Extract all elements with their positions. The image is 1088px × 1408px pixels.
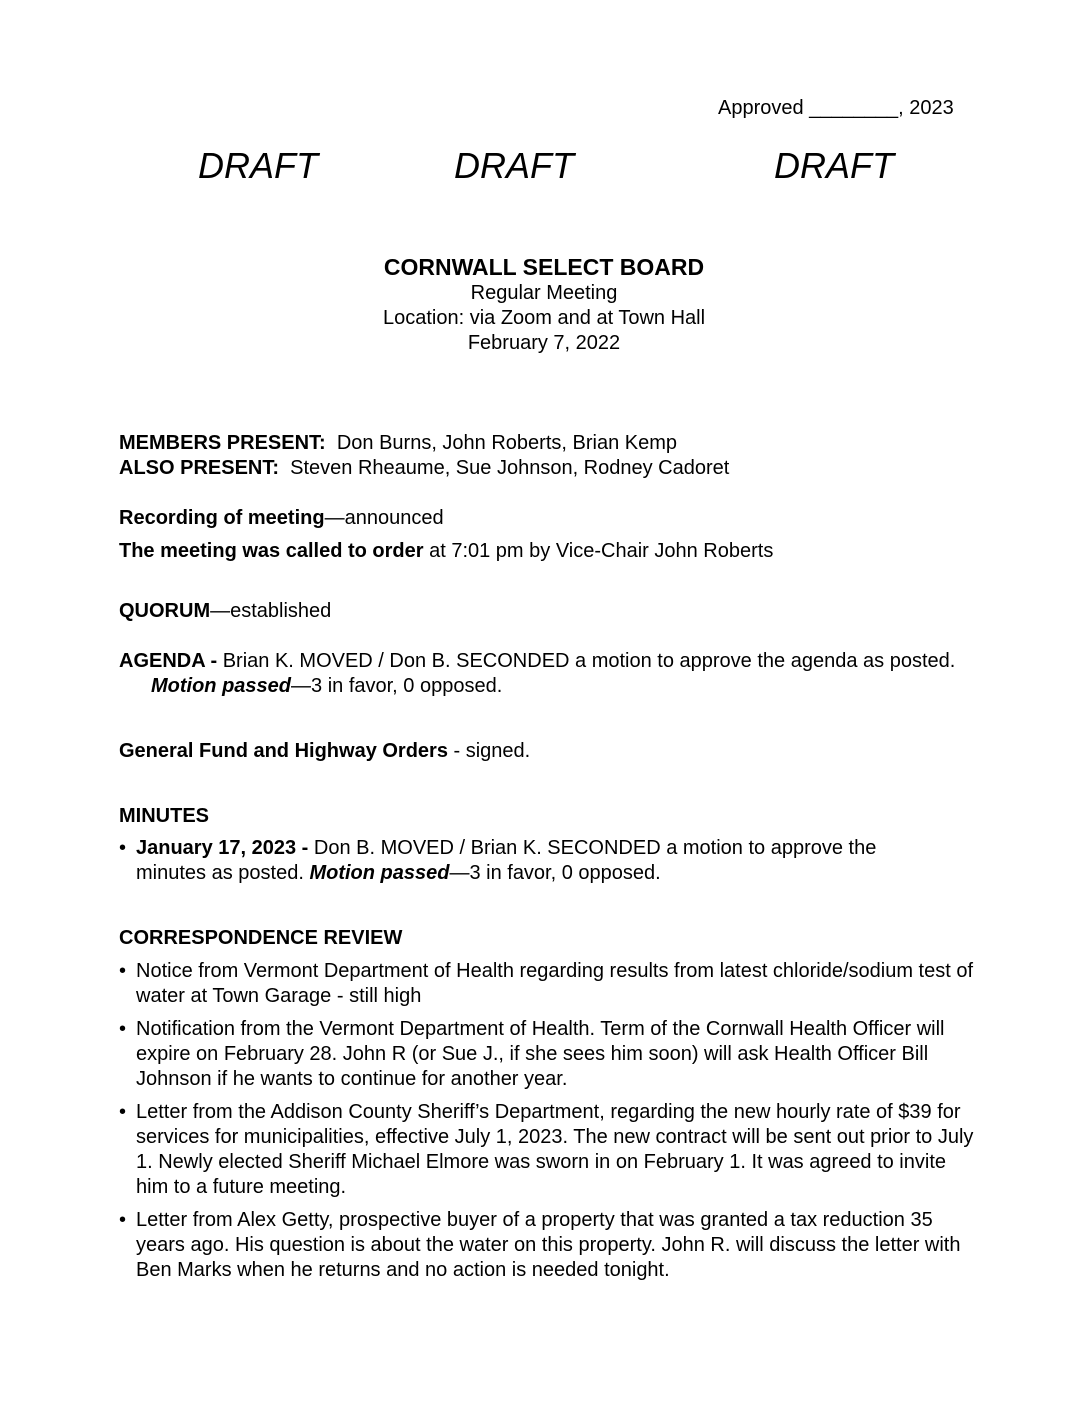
draft-mark: DRAFT — [198, 145, 318, 186]
correspondence-item: • Letter from the Addison County Sheriff’s Department, regarding the new hourly rate of $39 for services for municipalities, effective July 1, 2023. The new contract will be sent out prior to July 1. Newly elected Sheriff Michael Elmore was sworn in on February 1. It was agreed to invite him to a future meeting. — [119, 1100, 979, 1200]
also-present — [119, 456, 979, 481]
members-present-names: Don Burns, John Roberts, Brian Kemp — [336, 432, 677, 454]
agenda-label: AGENDA - — [119, 650, 218, 672]
meeting-type: Regular Meeting — [470, 282, 618, 304]
minutes-item-text: Don B. MOVED / Brian K. SECONDED a motion to approve the minutes as posted. — [136, 837, 877, 884]
recording-text: —announced — [324, 507, 444, 529]
quorum-label: QUORUM — [119, 600, 211, 622]
minutes-item — [119, 836, 939, 886]
minutes-motion: Motion passed — [309, 862, 450, 884]
agenda-item — [119, 649, 1001, 699]
approval-line: Approved ________, 2023 — [718, 97, 954, 119]
call-to-order — [119, 539, 979, 564]
correspondence-heading — [119, 926, 979, 951]
orders-note — [119, 739, 979, 764]
correspondence-heading-text: CORRESPONDENCE REVIEW — [119, 927, 403, 949]
recording-note — [119, 506, 979, 531]
members-present — [119, 431, 979, 456]
quorum-text: —established — [210, 600, 332, 622]
correspondence-item: • Notification from the Vermont Department of Health. Term of the Cornwall Health Officer will expire on February 28. John R (or Sue J., if she sees him soon) will ask Health Officer Bill Johnson if he wants to continue for another year. — [119, 1017, 979, 1092]
orders-text: - signed. — [447, 740, 531, 762]
call-to-order-text: at 7:01 pm by Vice-Chair John Roberts — [423, 540, 774, 562]
call-to-order-label: The meeting was called to order — [119, 540, 424, 562]
correspondence-item: • Letter from Alex Getty, prospective buyer of a property that was granted a tax reduction 35 years ago. His question is about the water on this property. John R. will discuss the letter with Ben Marks when he returns and no action is needed tonight. — [119, 1208, 979, 1283]
minutes-item-label: January 17, 2023 - — [136, 837, 309, 859]
orders-label: General Fund and Highway Orders — [119, 740, 448, 762]
draft-mark: DRAFT — [774, 145, 894, 186]
meeting-date: February 7, 2022 — [467, 332, 621, 354]
board-title: CORNWALL SELECT BOARD — [383, 254, 705, 280]
meeting-header — [0, 253, 1088, 356]
correspondence-item: • Notice from Vermont Department of Health regarding results from latest chloride/sodium test of water at Town Garage - still high — [119, 959, 979, 1009]
minutes-result: —3 in favor, 0 opposed. — [449, 862, 661, 884]
minutes-list — [119, 836, 939, 886]
meeting-location: Location: via Zoom and at Town Hall — [382, 307, 706, 329]
members-present-label: MEMBERS PRESENT: — [119, 432, 326, 454]
also-present-label: ALSO PRESENT: — [119, 457, 280, 479]
agenda-result: —3 in favor, 0 opposed. — [291, 675, 503, 697]
minutes-heading — [119, 804, 979, 829]
minutes-heading-text: MINUTES — [119, 805, 209, 827]
also-present-names: Steven Rheaume, Sue Johnson, Rodney Cadoret — [290, 457, 730, 479]
agenda-text: Brian K. MOVED / Don B. SECONDED a motion to approve the agenda as posted. — [217, 650, 956, 672]
draft-mark: DRAFT — [454, 145, 574, 186]
recording-label: Recording of meeting — [119, 507, 325, 529]
quorum-note — [119, 599, 979, 624]
agenda-motion: Motion passed — [151, 675, 292, 697]
correspondence-list — [119, 959, 979, 1283]
